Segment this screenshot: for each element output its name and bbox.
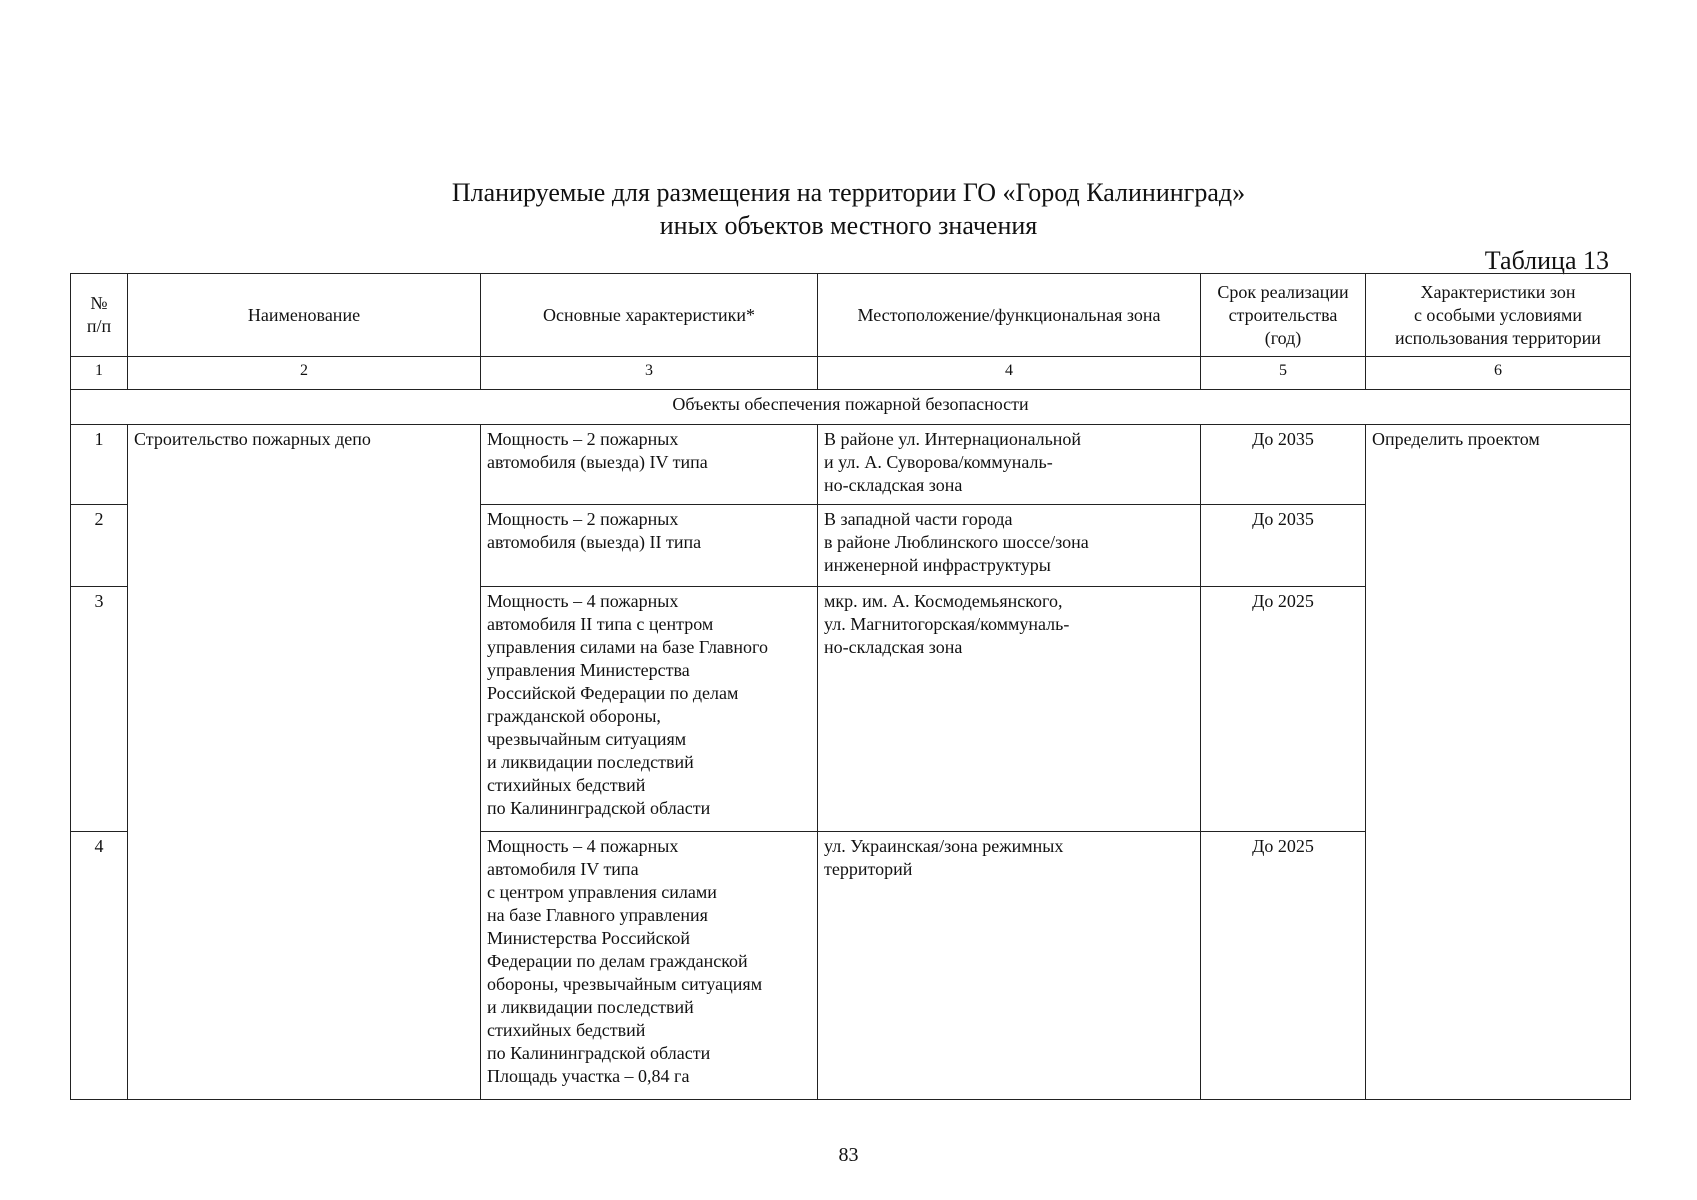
row-location: мкр. им. А. Космодемьянского, ул. Магнитогорская/коммуналь- но-складская зона: [818, 587, 1201, 832]
zone-characteristics: Определить проектом: [1366, 425, 1631, 1100]
object-name: Строительство пожарных депо: [128, 425, 481, 1100]
header-zones: Характеристики зон с особыми условиями использования территории: [1366, 274, 1631, 357]
title-line-1: Планируемые для размещения на территории ГО «Город Калининград»: [451, 178, 1246, 207]
row-location: В западной части города в районе Люблинского шоссе/зона инженерной инфраструктуры: [818, 505, 1201, 587]
page-number: 83: [838, 1144, 859, 1166]
section-row: [71, 390, 1631, 425]
table-header-row: [71, 274, 1631, 357]
row-number: 2: [71, 505, 128, 587]
column-number: 4: [818, 357, 1201, 390]
row-term: До 2035: [1201, 505, 1366, 587]
row-location: В районе ул. Интернациональной и ул. А. Суворова/коммуналь- но-складская зона: [818, 425, 1201, 505]
section-title: Объекты обеспечения пожарной безопасности: [71, 390, 1631, 425]
column-number: 2: [128, 357, 481, 390]
title-line-2: иных объектов местного значения: [659, 211, 1038, 240]
table-label: Таблица 13: [1484, 246, 1609, 275]
row-term: До 2025: [1201, 832, 1366, 1100]
row-term: До 2025: [1201, 587, 1366, 832]
header-characteristics: Основные характеристики*: [481, 274, 818, 357]
row-characteristics: Мощность – 4 пожарных автомобиля IV типа с центром управления силами на базе Главного управления Министерства Российской Федерации по делам гражданской обороны, чрезвычайным ситуациям и ликвидации последствий стихийных бедствий по Калининградской области Площадь участка – 0,84 га: [481, 832, 818, 1100]
objects-table: [70, 273, 1631, 1100]
header-location: Местоположение/функциональная зона: [818, 274, 1201, 357]
row-characteristics: Мощность – 4 пожарных автомобиля II типа с центром управления силами на базе Главного управления Министерства Российской Федерации по делам гражданской обороны, чрезвычайным ситуациям и ликвидации последствий стихийных бедствий по Калининградской области: [481, 587, 818, 832]
header-num: № п/п: [71, 274, 128, 357]
header-name: Наименование: [128, 274, 481, 357]
row-number: 3: [71, 587, 128, 832]
row-term: До 2035: [1201, 425, 1366, 505]
row-characteristics: Мощность – 2 пожарных автомобиля (выезда) IV типа: [481, 425, 818, 505]
row-number: 4: [71, 832, 128, 1100]
column-number: 5: [1201, 357, 1366, 390]
row-characteristics: Мощность – 2 пожарных автомобиля (выезда) II типа: [481, 505, 818, 587]
table-row: [71, 425, 1631, 505]
column-numbers-row: [71, 357, 1631, 390]
column-number: 1: [71, 357, 128, 390]
document-title: [0, 176, 1697, 242]
column-number: 3: [481, 357, 818, 390]
header-term: Срок реализации строительства (год): [1201, 274, 1366, 357]
row-number: 1: [71, 425, 128, 505]
column-number: 6: [1366, 357, 1631, 390]
row-location: ул. Украинская/зона режимных территорий: [818, 832, 1201, 1100]
